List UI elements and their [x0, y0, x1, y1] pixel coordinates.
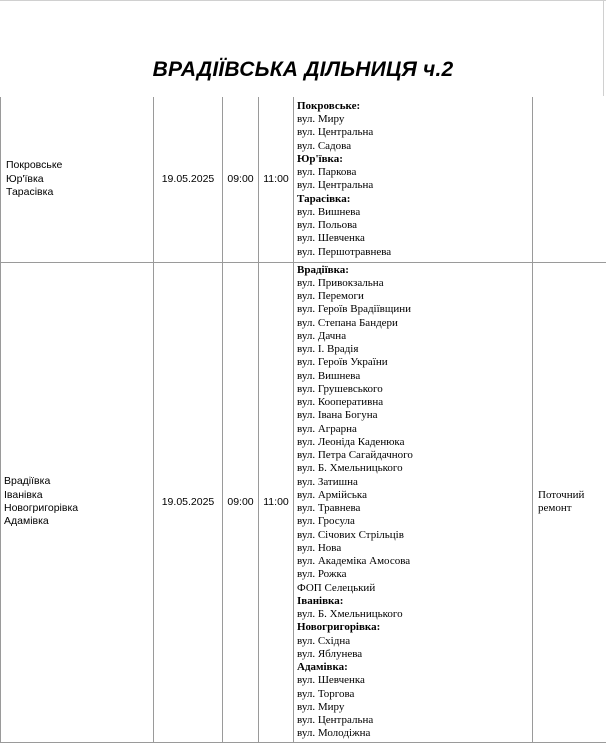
street-item: вул. Грушевського: [297, 382, 383, 395]
street-item: вул. Вишнева: [297, 205, 361, 218]
villages-list: [1, 475, 153, 529]
street-item: вул. Армійська: [297, 488, 367, 501]
street-item: вул. І. Врадія: [297, 343, 359, 355]
village-name: Тарасівка: [6, 185, 54, 198]
street-item: вул. Першотравнева: [297, 245, 392, 258]
street-group-heading: Новогригорівка:: [297, 621, 381, 634]
street-item: вул. Торгова: [297, 687, 355, 700]
street-item: вул. Івана Богуна: [297, 409, 378, 422]
street-item: вул. Академіка Амосова: [297, 555, 411, 567]
table-row: [1, 97, 606, 262]
streets-list: [294, 99, 532, 260]
street-item: вул. Привокзальна: [297, 276, 384, 289]
street-item: вул. Східна: [297, 634, 351, 647]
street-item: вул. Центральна: [297, 126, 374, 139]
streets-list: [294, 263, 532, 742]
street-item: вул. Травнева: [297, 502, 361, 514]
frame-top-border: [0, 0, 606, 1]
table-row: [1, 262, 606, 742]
street-group-heading: Врадіївка:: [297, 263, 349, 276]
villages-cell: [1, 97, 154, 262]
street-item: вул. Миру: [297, 113, 345, 125]
street-item: вул. Центральна: [297, 714, 374, 726]
street-item: вул. Центральна: [297, 179, 374, 192]
street-item: вул. Рожка: [297, 568, 347, 581]
street-group-heading: Адамівка:: [297, 661, 348, 673]
village-name: Адамівка: [4, 515, 49, 528]
page-title: ВРАДІЇВСЬКА ДІЛЬНИЦЯ ч.2: [152, 58, 454, 81]
street-item: ФОП Селецький: [297, 581, 376, 594]
street-item: вул. Яблунева: [297, 647, 363, 660]
note-cell: [533, 97, 606, 262]
villages-list: [1, 159, 153, 199]
street-item: вул. Степана Бандери: [297, 316, 398, 329]
village-name: Врадіївка: [4, 475, 51, 488]
date-cell: 19.05.2025: [154, 97, 223, 262]
street-group-heading: Юр'ївка:: [297, 152, 343, 165]
village-name: Покровське: [6, 159, 63, 172]
street-group-heading: Іванівка:: [297, 594, 344, 607]
street-item: вул. Перемоги: [297, 290, 364, 302]
street-item: вул. Січових Стрільців: [297, 528, 404, 541]
note-text: Поточний ремонт: [538, 488, 585, 514]
street-item: вул. Паркова: [297, 166, 357, 178]
street-item: вул. Аграрна: [297, 422, 357, 435]
street-item: вул. Героїв України: [297, 356, 388, 369]
street-group-heading: Тарасівка:: [297, 192, 351, 205]
street-item: вул. Садова: [297, 139, 352, 152]
time-from-cell: 09:00: [223, 262, 259, 742]
street-item: вул. Шевченка: [297, 232, 365, 245]
village-name: Юр'ївка: [6, 172, 44, 185]
street-item: вул. Шевченка: [297, 674, 365, 687]
street-item: вул. Молодіжна: [297, 727, 371, 740]
street-item: вул. Петра Сагайдачного: [297, 449, 413, 461]
street-item: вул. Миру: [297, 700, 345, 713]
village-name: Новогригорівка: [4, 502, 79, 514]
village-name: Іванівка: [4, 488, 43, 501]
street-item: вул. Леоніда Каденюка: [297, 435, 405, 448]
street-item: вул. Героїв Врадіївщини: [297, 303, 411, 316]
streets-cell: [294, 262, 533, 742]
street-item: вул. Затишна: [297, 475, 358, 488]
date-cell: 19.05.2025: [154, 262, 223, 742]
villages-cell: [1, 262, 154, 742]
schedule-table: [0, 97, 606, 743]
street-item: вул. Дачна: [297, 329, 347, 342]
streets-cell: [294, 97, 533, 262]
street-item: вул. Польова: [297, 219, 358, 231]
street-item: вул. Гросула: [297, 515, 355, 528]
time-to-cell: 11:00: [259, 97, 294, 262]
street-item: вул. Б. Хмельницького: [297, 462, 403, 475]
time-from-cell: 09:00: [223, 97, 259, 262]
street-item: вул. Б. Хмельницького: [297, 608, 403, 620]
street-item: вул. Нова: [297, 541, 342, 554]
street-group-heading: Покровське:: [297, 99, 361, 112]
street-item: вул. Кооперативна: [297, 396, 384, 408]
street-item: вул. Вишнева: [297, 369, 361, 382]
schedule-table-body: [1, 97, 606, 742]
note-cell: [533, 262, 606, 742]
time-to-cell: 11:00: [259, 262, 294, 742]
